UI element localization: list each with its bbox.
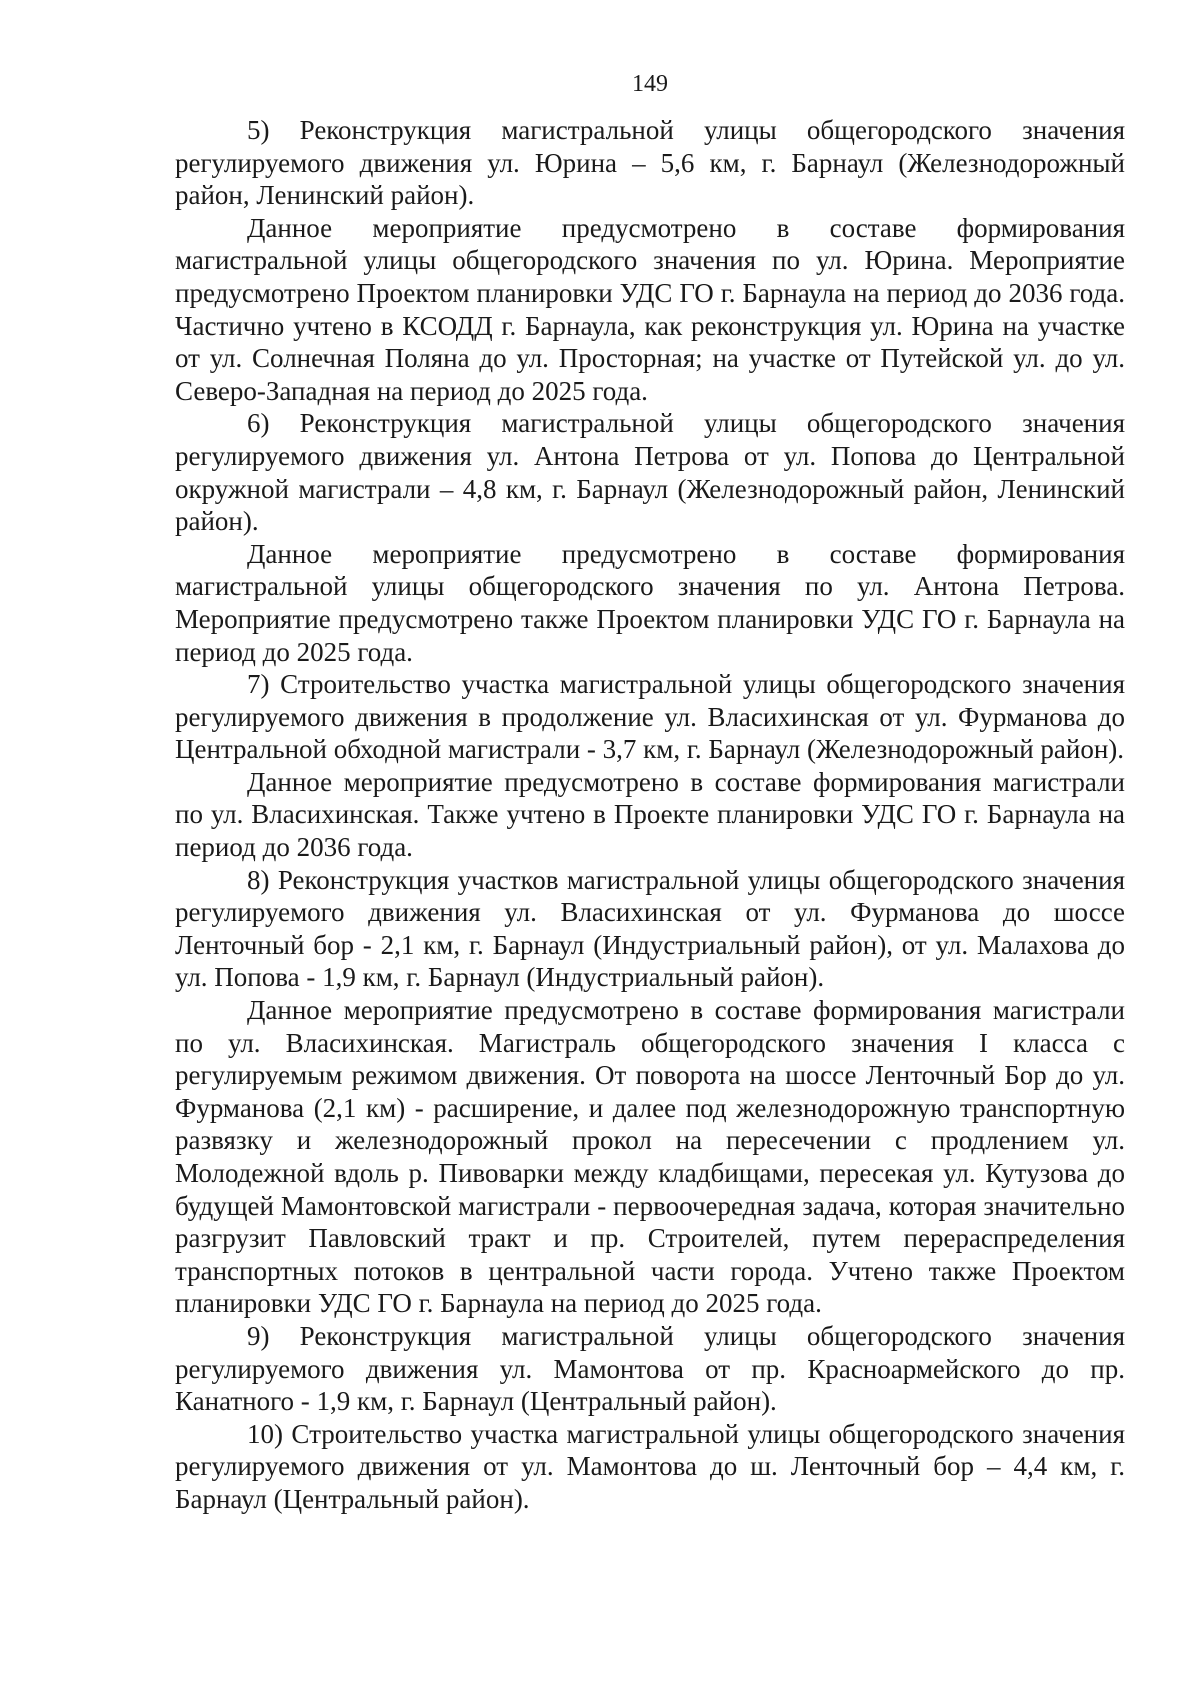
paragraph-item-6: 6) Реконструкция магистральной улицы общегородского значения регулируемого движения ул. Антона Петрова от ул. Попова до Центральной окружной магистрали – 4,8 км, г. Барнаул (Железнодорожный район, Ленинский район).	[175, 408, 1125, 537]
paragraph-item-8-description: Данное мероприятие предусмотрено в составе формирования магистрали по ул. Власихинская. Магистраль общегородского значения I класса с регулируемым режимом движения. От поворота на шоссе Ленточный Бор до ул. Фурманова (2,1 км) - расширение, и далее под железнодорожную транспортную развязку и железнодорожный прокол на пересечении с продлением ул. Молодежной вдоль р. Пивоварки между кладбищами, пересекая ул. Кутузова до будущей Мамонтовской магистрали - первоочередная задача, которая значительно разгрузит Павловский тракт и пр. Строителей, путем перераспределения транспортных потоков в центральной части города. Учтено также Проектом планировки УДС ГО г. Барнаула на период до 2025 года.	[175, 995, 1125, 1319]
page-number: 149	[632, 71, 668, 97]
paragraph-item-7: 7) Строительство участка магистральной улицы общегородского значения регулируемого движения в продолжение ул. Власихинская от ул. Фурманова до Центральной обходной магистрали - 3,7 км, г. Барнаул (Железнодорожный район).	[175, 669, 1125, 765]
paragraph-item-6-description: Данное мероприятие предусмотрено в составе формирования магистральной улицы общегородского значения по ул. Антона Петрова. Мероприятие предусмотрено также Проектом планировки УДС ГО г. Барнаула на период до 2025 года.	[175, 538, 1125, 667]
paragraph-item-5-description: Данное мероприятие предусмотрено в составе формирования магистральной улицы общегородского значения по ул. Юрина. Мероприятие предусмотрено Проектом планировки УДС ГО г. Барнаула на период до 2036 года. Частично учтено в КСОДД г. Барнаула, как реконструкция ул. Юрина на участке от ул. Солнечная Поляна до ул. Просторная; на участке от Путейской ул. до ул. Северо-Западная на период до 2025 года.	[175, 212, 1125, 406]
paragraph-item-5: 5) Реконструкция магистральной улицы общегородского значения регулируемого движения ул. Юрина – 5,6 км, г. Барнаул (Железнодорожный район, Ленинский район).	[175, 115, 1125, 211]
paragraph-item-10: 10) Строительство участка магистральной улицы общегородского значения регулируемого движения от ул. Мамонтова до ш. Ленточный бор – 4,4 км, г. Барнаул (Центральный район).	[175, 1418, 1125, 1514]
paragraph-item-8: 8) Реконструкция участков магистральной улицы общегородского значения регулируемого движения ул. Власихинская от ул. Фурманова до шоссе Ленточный бор - 2,1 км, г. Барнаул (Индустриальный район), от ул. Малахова до ул. Попова - 1,9 км, г. Барнаул (Индустриальный район).	[175, 864, 1125, 993]
paragraph-item-7-description: Данное мероприятие предусмотрено в составе формирования магистрали по ул. Власихинская. Также учтено в Проекте планировки УДС ГО г. Барнаула на период до 2036 года.	[175, 766, 1125, 863]
paragraph-item-9: 9) Реконструкция магистральной улицы общегородского значения регулируемого движения ул. Мамонтова от пр. Красноармейского до пр. Канатного - 1,9 км, г. Барнаул (Центральный район).	[175, 1320, 1125, 1417]
